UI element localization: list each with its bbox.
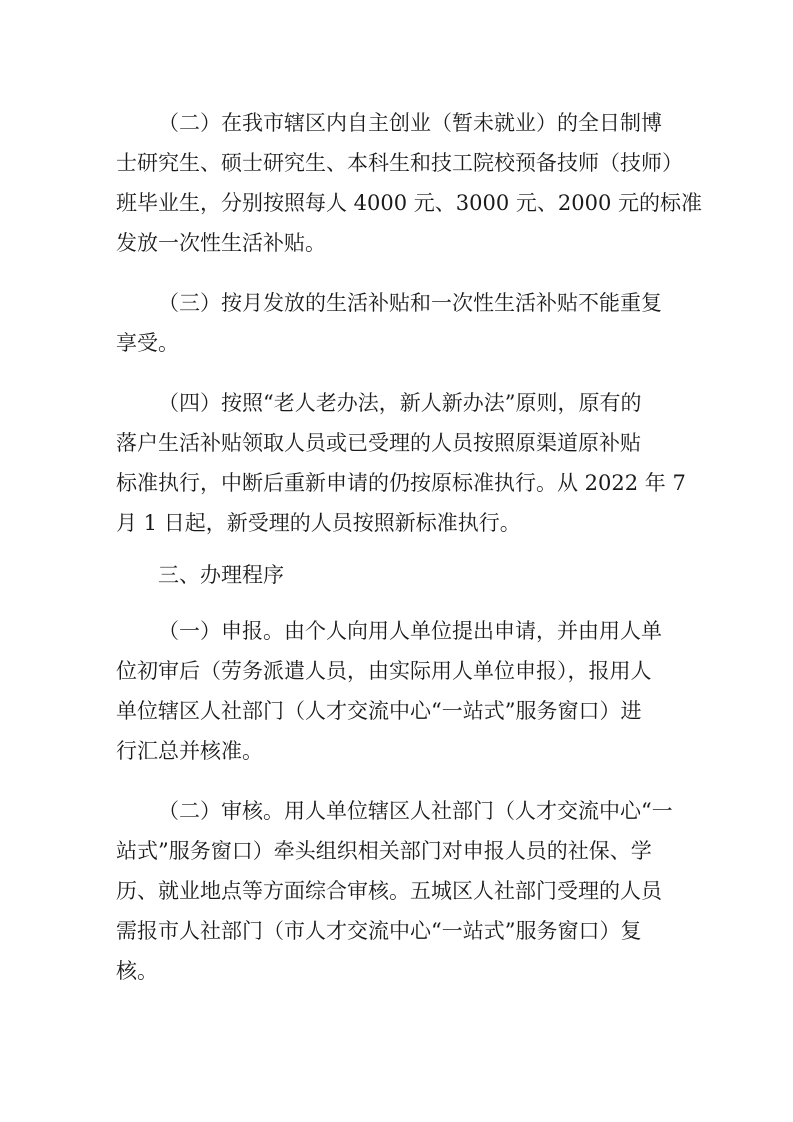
paragraph-line: （三）按月发放的生活补贴和一次性生活补贴不能重复: [158, 291, 662, 315]
paragraph-line: 月 1 日起，新受理的人员按照新标准执行。: [116, 511, 521, 535]
procedure-line: 单位辖区人社部门（人才交流中心“一站式”服务窗口）进: [116, 699, 642, 723]
procedure-line: 位初审后（劳务派遣人员，由实际用人单位申报），报用人: [116, 659, 652, 683]
procedure-line: 历、就业地点等方面综合审核。五城区人社部门受理的人员: [116, 879, 662, 903]
paragraph-line: （四）按照“老人老办法，新人新办法”原则，原有的: [158, 391, 642, 415]
procedure-line: （一）申报。由个人向用人单位提出申请，并由用人单: [158, 619, 662, 643]
paragraph-line: 享受。: [116, 331, 179, 355]
procedure-line: 站式”服务窗口）牵头组织相关部门对申报人员的社保、学: [116, 839, 652, 863]
section-heading: 三、办理程序: [158, 563, 284, 587]
paragraph-line: 标准执行，中断后重新申请的仍按原标准执行。从 2022 年 7: [116, 471, 686, 495]
paragraph-line: 士研究生、硕士研究生、本科生和技工院校预备技师（技师）: [116, 151, 683, 175]
procedure-line: 核。: [116, 959, 158, 983]
paragraph-line: 落户生活补贴领取人员或已受理的人员按照原渠道原补贴: [116, 431, 641, 455]
procedure-line: 需报市人社部门（市人才交流中心“一站式”服务窗口）复: [116, 919, 642, 943]
paragraph-line: 发放一次性生活补贴。: [116, 231, 326, 255]
paragraph-line: 班毕业生，分别按照每人 4000 元、3000 元、2000 元的标准: [116, 191, 703, 215]
procedure-line: （二）审核。用人单位辖区人社部门（人才交流中心“一: [158, 799, 673, 823]
paragraph-line: （二）在我市辖区内自主创业（暂未就业）的全日制博: [158, 111, 662, 135]
procedure-line: 行汇总并核准。: [116, 739, 263, 763]
